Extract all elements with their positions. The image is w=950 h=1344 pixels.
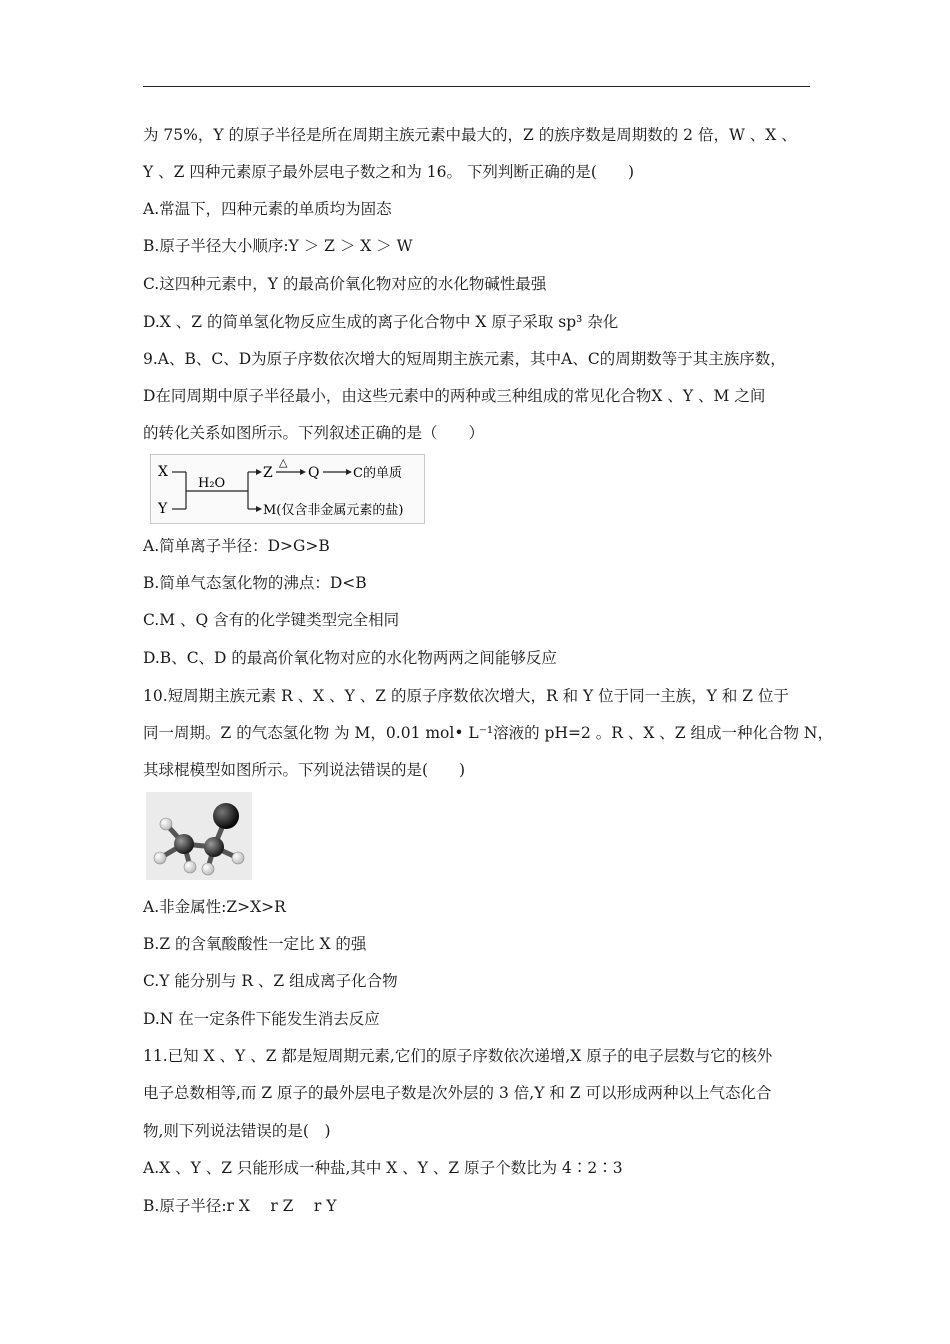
text-line: Y 、Z 四种元素原子最外层电子数之和为 16。 下列判断正确的是( ) (143, 163, 635, 181)
text-line: D在同周期中原子半径最小，由这些元素中的两种或三种组成的常见化合物X 、Y 、M 之间 (143, 387, 766, 405)
question-11: 11.已知 X 、Y 、Z 都是短周期元素,它们的原子序数依次递增,X 原子的电子层数与它的核外 (143, 1047, 773, 1065)
option-b: B.原子半径:r X r Z r Y (143, 1197, 337, 1215)
conversion-diagram (150, 454, 425, 524)
diagram-reagent: H₂O (198, 476, 226, 491)
text-line: 电子总数相等,而 Z 原子的最外层电子数是次外层的 3 倍,Y 和 Z 可以形成两种以上气态化合 (143, 1084, 772, 1102)
option-c: C.这四种元素中，Y 的最高价氧化物对应的水化物碱性最强 (143, 275, 547, 293)
option-b: B.简单气态氢化物的沸点：D<B (143, 574, 367, 592)
text-line: 物,则下列说法错误的是( ) (143, 1122, 331, 1140)
option-b: B.原子半径大小顺序:Y ＞ Z ＞ X ＞ W (143, 237, 413, 255)
question-9: 9.A、B、C、D为原子序数依次增大的短周期主族元素，其中A、C的周期数等于其主族序数， (143, 350, 786, 368)
ball-and-stick-model-icon (146, 792, 252, 880)
option-d: D.N 在一定条件下能发生消去反应 (143, 1010, 380, 1028)
diagram-y-label: Y (158, 501, 168, 517)
option-d: D.X 、Z 的简单氢化物反应生成的离子化合物中 X 原子采取 sp³ 杂化 (143, 313, 619, 331)
diagram-c-label: C的单质 (353, 466, 402, 481)
diagram-x-label: X (158, 464, 168, 480)
diagram-q-label: Q (308, 465, 320, 481)
header-rule (143, 86, 810, 87)
option-a: A.简单离子半径：D>G>B (143, 537, 330, 555)
option-a: A.常温下，四种元素的单质均为固态 (143, 200, 392, 218)
option-b: B.Z 的含氧酸酸性一定比 X 的强 (143, 935, 367, 953)
text-line: 为 75%，Y 的原子半径是所在周期主族元素中最大的，Z 的族序数是周期数的 2 倍，W 、X 、 (143, 126, 797, 144)
text-line: 同一周期。Z 的气态氢化物 为 M，0.01 mol• L⁻¹溶液的 pH=2 。R 、X 、Z 组成一种化合物 N， (143, 724, 833, 742)
option-a: A.非金属性:Z>X>R (143, 898, 286, 916)
diagram-m-label: M(仅含非金属元素的盐) (263, 503, 404, 518)
diagram-z-label: Z (263, 465, 273, 481)
option-c: C.M 、Q 含有的化学键类型完全相同 (143, 611, 400, 629)
diagram-heat-symbol: △ (279, 456, 288, 469)
option-d: D.B、C、D 的最高价氧化物对应的水化物两两之间能够反应 (143, 649, 557, 667)
text-line: 其球棍模型如图所示。下列说法错误的是( ) (143, 761, 466, 779)
question-10: 10.短周期主族元素 R 、X 、Y 、Z 的原子序数依次增大，R 和 Y 位于同一主族，Y 和 Z 位于 (143, 687, 789, 705)
text-line: 的转化关系如图所示。下列叙述正确的是（ ） (143, 424, 485, 442)
option-c: C.Y 能分别与 R 、Z 组成离子化合物 (143, 972, 398, 990)
option-a: A.X 、Y 、Z 只能形成一种盐,其中 X 、Y 、Z 原子个数比为 4∶2∶3 (143, 1159, 623, 1177)
